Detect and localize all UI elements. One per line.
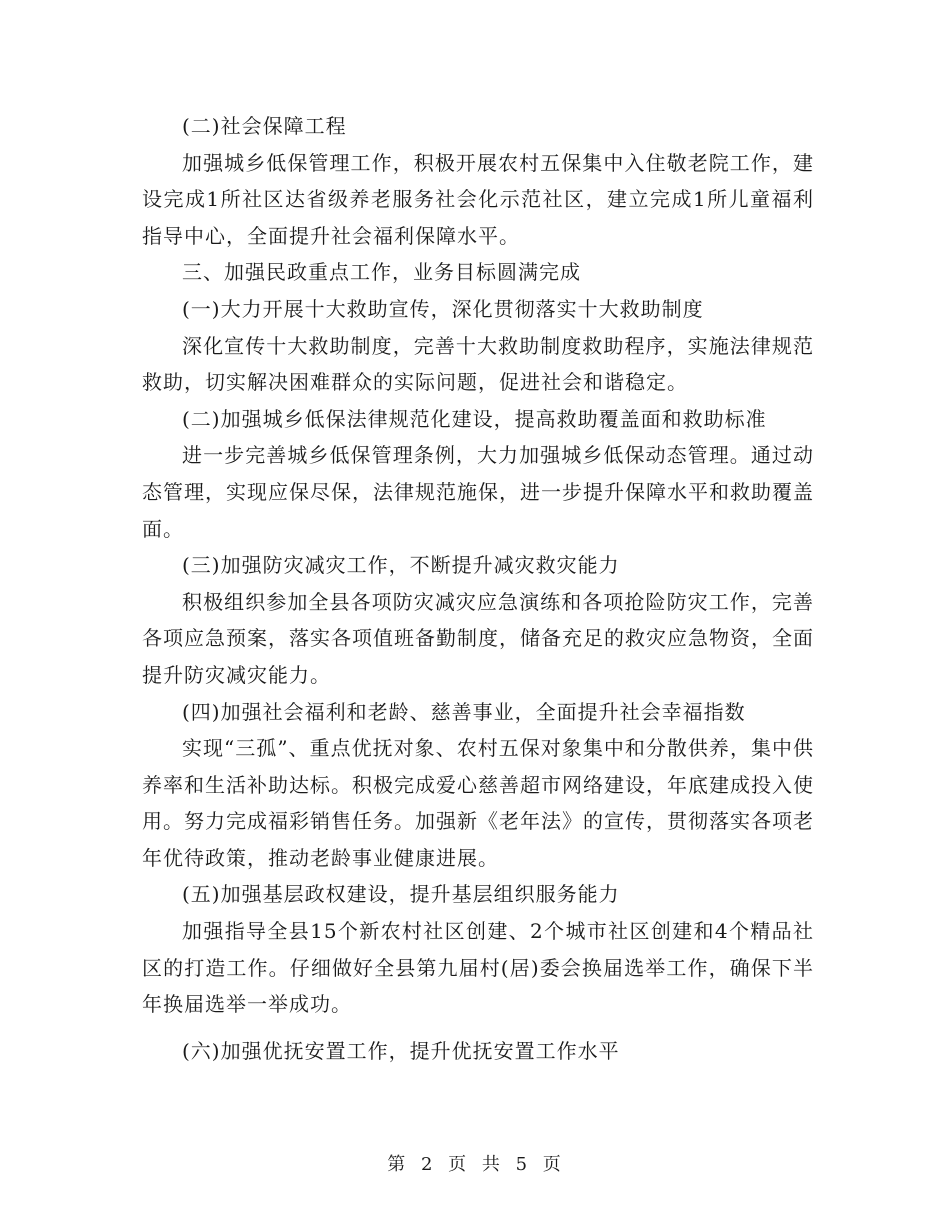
page-number-footer: 第 2 页 共 5 页 [387, 1154, 563, 1175]
paragraph-social-security: 加强城乡低保管理工作，积极开展农村五保集中入住敬老院工作，建设完成1所社区达省级养老服务社会化示范社区，建立完成1所儿童福利指导中心，全面提升社会福利保障水平。 [142, 150, 814, 248]
paragraph-grassroots: 加强指导全县15个新农村社区创建、2个城市社区创建和4个精品社区的打造工作。仔细做好全县第九届村(居)委会换届选举工作，确保下半年换届选举一举成功。 [142, 919, 814, 1017]
subsection-heading-disaster: (三)加强防灾减灾工作，不断提升减灾救灾能力 [182, 553, 620, 578]
document-body [142, 108, 814, 1069]
paragraph-minimum-living: 进一步完善城乡低保管理条例，大力加强城乡低保动态管理。通过动态管理，实现应保尽保，法律规范施保，进一步提升保障水平和救助覆盖面。 [142, 443, 814, 541]
paragraph-ten-assistance: 深化宣传十大救助制度，完善十大救助制度救助程序，实施法律规范救助，切实解决困难群众的实际问题，促进社会和谐稳定。 [142, 333, 814, 395]
subsection-heading-minimum-living: (二)加强城乡低保法律规范化建设，提高救助覆盖面和救助标准 [182, 406, 767, 431]
paragraph-welfare: 实现“三孤”、重点优抚对象、农村五保对象集中和分散供养，集中供养率和生活补助达标。积极完成爱心慈善超市网络建设，年底建成投入使用。努力完成福彩销售任务。加强新《老年法》的宣传，贯彻落实各项老年优待政策，推动老龄事业健康进展。 [142, 736, 814, 870]
subsection-heading-grassroots: (五)加强基层政权建设，提升基层组织服务能力 [182, 882, 620, 907]
subsection-heading-ten-assistance: (一)大力开展十大救助宣传，深化贯彻落实十大救助制度 [182, 296, 704, 321]
paragraph-disaster: 积极组织参加全县各项防灾减灾应急演练和各项抢险防灾工作，完善各项应急预案，落实各项值班备勤制度，储备充足的救灾应急物资，全面提升防灾减灾能力。 [142, 589, 814, 687]
subsection-heading-welfare: (四)加强社会福利和老龄、慈善事业，全面提升社会幸福指数 [182, 699, 746, 724]
section-heading-key-work: 三、加强民政重点工作，业务目标圆满完成 [182, 260, 581, 285]
section-heading-social-security: (二)社会保障工程 [182, 114, 347, 138]
subsection-heading-veterans: (六)加强优抚安置工作，提升优抚安置工作水平 [182, 1038, 620, 1063]
